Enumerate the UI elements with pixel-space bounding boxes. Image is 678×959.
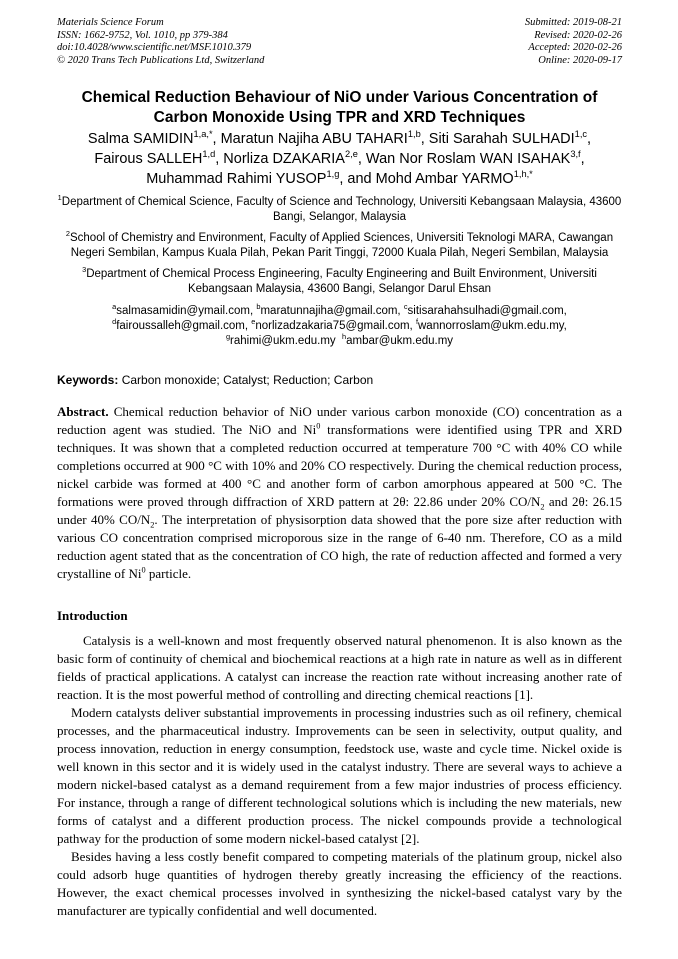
date-online: Online: 2020-09-17 — [538, 54, 622, 66]
abstract — [57, 403, 622, 583]
email-line-1: $^a$salmasamidin@ymail.com, $^b$maratunnajiha@gmail.com, $^c$sitisarahahsulhadi@gmail.com, — [112, 302, 567, 317]
keywords-label: Keywords: — [57, 373, 119, 387]
journal-copyright: © 2020 Trans Tech Publications Ltd, Switzerland — [57, 54, 265, 66]
paper-title-line-2: Carbon Monoxide Using TPR and XRD Techniques — [153, 109, 526, 126]
section-heading-introduction: Introduction — [57, 608, 128, 623]
journal-name: Materials Science Forum — [57, 17, 164, 28]
email-line-3: $^g$rahimi@ukm.edu.my $^h$ambar@ukm.edu.my — [225, 332, 454, 347]
introduction-paragraph-3: Besides having a less costly benefit compared to competing materials of the platinum group, nickel also could adsorb huge quantities of hydrogen thereby greatly increasing the efficiency of the reactions. However, the exact chemical processes involved in synthesizing the nickel-based catalyst vary by the manufacturer are typically confidential and well documented. — [57, 849, 622, 918]
introduction-paragraph-1: Catalysis is a well-known and most frequently observed natural phenomenon. It is also known as the basic form of continuity of chemical and biochemical reactions at a high rate in nature as well as in different fields of practical applications. A catalyst can increase the reaction rate without increasing another rate of reaction. It is the most powerful method of controlling and directing chemical reactions [1]. — [57, 633, 622, 702]
date-submitted: Submitted: 2019-08-21 — [524, 17, 622, 28]
author-list — [57, 129, 622, 189]
journal-info — [57, 17, 264, 67]
author-line-2: Fairous SALLEH$^{1,d}$, Norliza DZAKARIA$^{2,e}$, Wan Nor Roslam WAN ISAHAK$^{3,f}$, — [94, 149, 585, 167]
author-emails — [57, 304, 622, 349]
author-line-1: Salma $SAMIDIN^{1,a,*}$, Maratun Najiha ABU TAHARI$^{1,b}$, Siti Sarahah SULHADI$^{1,c}$, — [87, 129, 592, 147]
abstract-label: Abstract. — [57, 404, 109, 419]
affiliation-1: $^1$Department of Chemical Science, Faculty of Science and Technology, Universiti Kebangsaan Malaysia, 43600 Bangi, Selangor, Malaysia — [57, 193, 622, 223]
author-line-3: Muhammad Rahimi YUSOP$^{1,g}$, and Mohd Ambar $YARMO^{1,h,*}$ — [146, 169, 533, 187]
date-accepted: Accepted: 2020-02-26 — [528, 42, 622, 53]
abstract-text: Chemical reduction behavior of NiO under various carbon monoxide (CO) concentration as a reduction agent was studied. The NiO and Ni$^0$ transformations were identified using TPR and XRD techniques. It was shown that a completed reduction occurred at temperature 700 °C with 40% CO while completions occurred at 900 °C with 10% and 20% CO respectively. During the chemical reduction process, nickel carbide was formed at 400 °C and another form of carbon amorphous appeared at 500 °C. The formations were proved through diffraction of XRD pattern at 2θ: 22.86 under 20% $CO/N_2$ and 2θ: 26.15 under 40% $CO/N_2$. The interpretation of physisorption data showed that the pore size after reduction with various CO concentration comprised microporous size in the range of 6-40 nm. Therefore, CO as a mild reduction agent stated that as the concentration of CO high, the rate of reduction affected and formed a very crystalline of Ni$^0$ particle. — [57, 404, 622, 581]
affiliation-3: $^3$Department of Chemical Process Engineering, Faculty Engineering and Built Environment, Universiti Kebangsaan Malaysia, 43600 Bangi, Selangor Darul Ehsan — [82, 265, 597, 295]
email-line-2: $^d$fairoussalleh@gmail.com, $^e$norlizadzakaria75@gmail.com, $^f$wannorroslam@ukm.edu.my, — [112, 317, 567, 332]
keywords-text: Carbon monoxide; Catalyst; Reduction; Carbon — [118, 373, 374, 387]
keywords-line — [57, 373, 622, 388]
paper-title-line-1: Chemical Reduction Behaviour of NiO under Various Concentration of — [81, 89, 598, 106]
journal-header — [57, 17, 622, 67]
affiliation-2: $^2$School of Chemistry and Environment, Faculty of Applied Sciences, Universiti Teknologi MARA, Cawangan Negeri Sembilan, Kampus Kuala Pilah, Pekan Parit Tinggi, 72000 Kuala Pilah, Negeri Sembilan, Malaysia — [65, 229, 614, 259]
date-revised: Revised: 2020-02-26 — [534, 29, 622, 41]
paper-title — [57, 88, 622, 128]
journal-issn-volume: ISSN: 1662-9752, Vol. 1010, pp 379-384 — [57, 29, 228, 41]
introduction-paragraph-2: Modern catalysts deliver substantial improvements in processing industries such as oil refinery, chemical processes, and the pharmaceutical industry. Improvements can be seen in selectivity, output quality, and process innovation, reduction in energy consumption, feedstock use, waste and cycle time. Nickel oxide is well known in this sector and it is widely used in the catalyst industry. There are several ways to achieve a modern nickel-based catalyst as a demand requirement from a few major industries of process efficiency. For instance, through a range of different technological solutions which is including the new materials, new forms of catalyst and a different production process. The nickel compounds provide a technological pathway for the production of some modern nickel-based catalyst [2]. — [57, 705, 622, 846]
journal-doi: doi:10.4028/www.scientific.net/MSF.1010.379 — [57, 42, 252, 53]
submission-dates — [525, 17, 622, 67]
